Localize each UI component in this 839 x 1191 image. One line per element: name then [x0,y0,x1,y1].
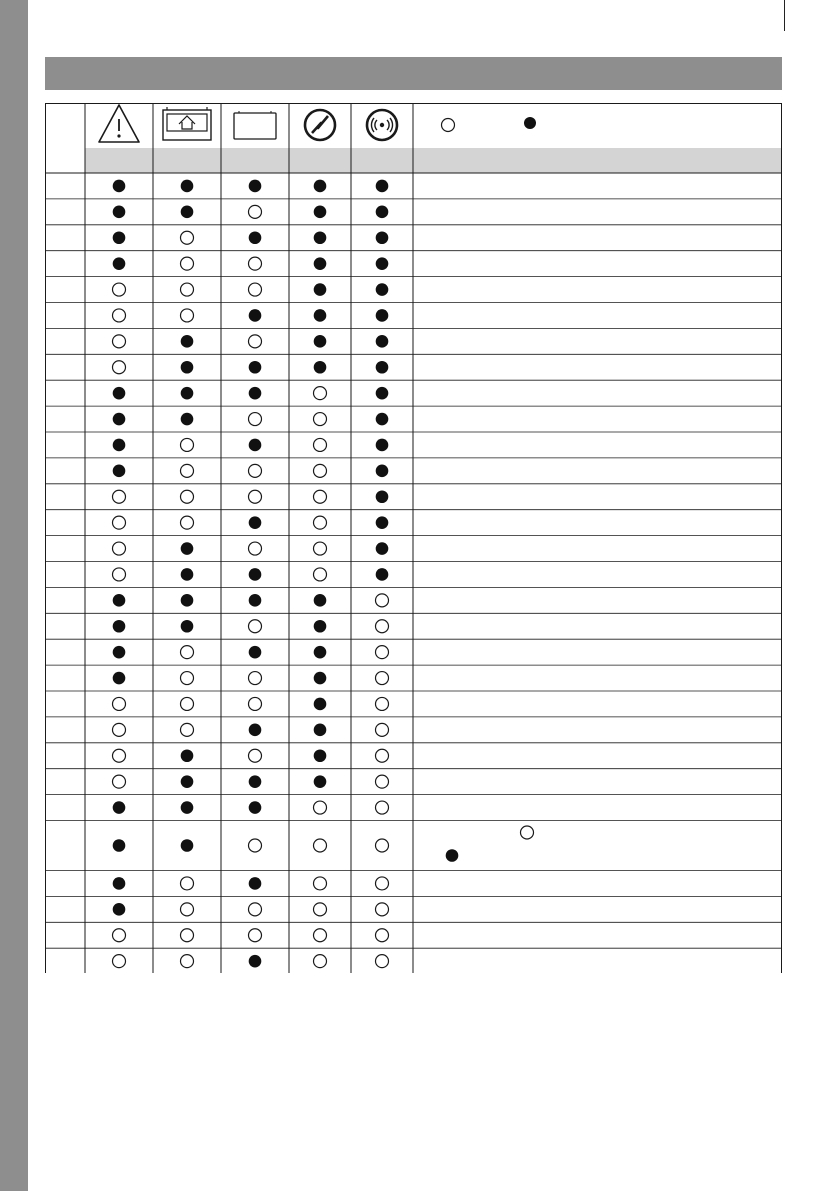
open-circle-icon [314,542,327,555]
filled-circle-icon [113,180,126,193]
open-circle-icon [181,309,194,322]
filled-circle-icon [181,413,194,426]
filled-circle-icon [376,309,389,322]
open-circle-icon [181,283,194,296]
filled-circle-icon [181,387,194,400]
filled-circle-icon [113,839,126,852]
open-circle-icon [181,955,194,968]
filled-circle-icon [249,594,262,607]
filled-circle-icon [113,439,126,452]
filled-circle-icon [113,877,126,890]
filled-circle-icon [314,749,327,762]
open-circle-icon [249,903,262,916]
filled-circle-icon [376,257,389,270]
open-circle-icon [314,568,327,581]
open-circle-icon [181,723,194,736]
open-circle-icon [314,903,327,916]
filled-circle-icon [524,117,536,129]
filled-circle-icon [376,180,389,193]
open-circle-icon [314,839,327,852]
open-circle-icon [376,749,389,762]
filled-circle-icon [376,439,389,452]
filled-circle-icon [113,413,126,426]
open-circle-icon [314,929,327,942]
filled-circle-icon [376,465,389,478]
filled-circle-icon [181,335,194,348]
filled-circle-icon [376,231,389,244]
crop-mark [784,0,785,31]
open-circle-icon [113,542,126,555]
power-bolt-icon [305,110,335,140]
status-table-svg [45,103,782,973]
filled-circle-icon [249,180,262,193]
filled-circle-icon [181,801,194,814]
open-circle-icon [181,231,194,244]
open-circle-icon [376,775,389,788]
open-circle-icon [113,335,126,348]
open-circle-icon [181,672,194,685]
filled-circle-icon [113,903,126,916]
filled-circle-icon [376,206,389,219]
open-circle-icon [314,801,327,814]
open-circle-icon [113,309,126,322]
filled-circle-icon [249,775,262,788]
open-circle-icon [314,490,327,503]
filled-circle-icon [376,490,389,503]
open-circle-icon [249,697,262,710]
filled-circle-icon [181,206,194,219]
filled-circle-icon [314,335,327,348]
open-circle-icon [376,697,389,710]
open-circle-icon [249,490,262,503]
open-circle-icon [249,620,262,633]
open-circle-icon [249,413,262,426]
filled-circle-icon [181,775,194,788]
filled-circle-icon [249,568,262,581]
side-bar [0,0,28,1191]
filled-circle-icon [249,646,262,659]
filled-circle-icon [376,542,389,555]
filled-circle-icon [314,698,327,711]
filled-circle-icon [376,516,389,529]
open-circle-icon [521,826,534,839]
header-subband [85,148,782,173]
filled-circle-icon [314,283,327,296]
open-circle-icon [113,929,126,942]
open-circle-icon [442,119,455,132]
open-circle-icon [376,839,389,852]
filled-circle-icon [113,801,126,814]
filled-circle-icon [181,620,194,633]
filled-circle-icon [113,672,126,685]
wireless-signal-icon [367,110,397,140]
filled-circle-icon [314,309,327,322]
filled-circle-icon [314,180,327,193]
filled-circle-icon [113,387,126,400]
filled-circle-icon [113,646,126,659]
filled-circle-icon [113,620,126,633]
filled-circle-icon [249,387,262,400]
filled-circle-icon [446,849,459,862]
filled-circle-icon [376,335,389,348]
open-circle-icon [113,697,126,710]
open-circle-icon [181,490,194,503]
filled-circle-icon [113,465,126,478]
filled-circle-icon [249,231,262,244]
open-circle-icon [113,490,126,503]
filled-circle-icon [181,180,194,193]
filled-circle-icon [249,439,262,452]
open-circle-icon [181,438,194,451]
open-circle-icon [249,257,262,270]
filled-circle-icon [249,361,262,374]
filled-circle-icon [113,206,126,219]
filled-circle-icon [314,646,327,659]
filled-circle-icon [314,594,327,607]
open-circle-icon [376,903,389,916]
open-circle-icon [314,955,327,968]
filled-circle-icon [113,594,126,607]
filled-circle-icon [314,724,327,737]
filled-circle-icon [376,361,389,374]
open-circle-icon [314,413,327,426]
open-circle-icon [314,387,327,400]
filled-circle-icon [249,516,262,529]
open-circle-icon [376,929,389,942]
open-circle-icon [113,749,126,762]
filled-circle-icon [376,413,389,426]
open-circle-icon [113,568,126,581]
open-circle-icon [249,839,262,852]
open-circle-icon [249,464,262,477]
open-circle-icon [113,723,126,736]
open-circle-icon [181,516,194,529]
open-circle-icon [249,283,262,296]
open-circle-icon [376,955,389,968]
open-circle-icon [181,257,194,270]
open-circle-icon [113,283,126,296]
open-circle-icon [113,955,126,968]
house-panel-icon [163,107,211,140]
filled-circle-icon [181,542,194,555]
open-circle-icon [376,620,389,633]
open-circle-icon [314,438,327,451]
filled-circle-icon [314,620,327,633]
filled-circle-icon [249,724,262,737]
filled-circle-icon [113,231,126,244]
open-circle-icon [181,697,194,710]
open-circle-icon [376,877,389,890]
open-circle-icon [181,646,194,659]
filled-circle-icon [314,672,327,685]
open-circle-icon [113,516,126,529]
filled-circle-icon [314,257,327,270]
filled-circle-icon [314,231,327,244]
open-circle-icon [181,877,194,890]
open-circle-icon [376,646,389,659]
filled-circle-icon [181,568,194,581]
filled-circle-icon [376,568,389,581]
filled-circle-icon [249,801,262,814]
warning-triangle-icon [99,105,139,142]
filled-circle-icon [249,877,262,890]
open-circle-icon [314,464,327,477]
filled-circle-icon [249,955,262,968]
open-circle-icon [249,749,262,762]
filled-circle-icon [314,361,327,374]
filled-circle-icon [181,361,194,374]
open-circle-icon [249,205,262,218]
open-circle-icon [314,516,327,529]
open-circle-icon [181,464,194,477]
open-circle-icon [113,775,126,788]
filled-circle-icon [113,257,126,270]
open-circle-icon [314,877,327,890]
blank-panel-icon [234,111,276,139]
open-circle-icon [376,672,389,685]
open-circle-icon [113,361,126,374]
filled-circle-icon [376,387,389,400]
filled-circle-icon [314,775,327,788]
open-circle-icon [181,903,194,916]
filled-circle-icon [181,594,194,607]
open-circle-icon [376,594,389,607]
status-table [45,103,782,973]
open-circle-icon [249,672,262,685]
open-circle-icon [376,801,389,814]
open-circle-icon [249,542,262,555]
title-band [45,57,782,90]
open-circle-icon [249,929,262,942]
open-circle-icon [376,723,389,736]
filled-circle-icon [376,283,389,296]
open-circle-icon [249,335,262,348]
filled-circle-icon [249,309,262,322]
filled-circle-icon [314,206,327,219]
open-circle-icon [181,929,194,942]
filled-circle-icon [181,749,194,762]
filled-circle-icon [181,839,194,852]
